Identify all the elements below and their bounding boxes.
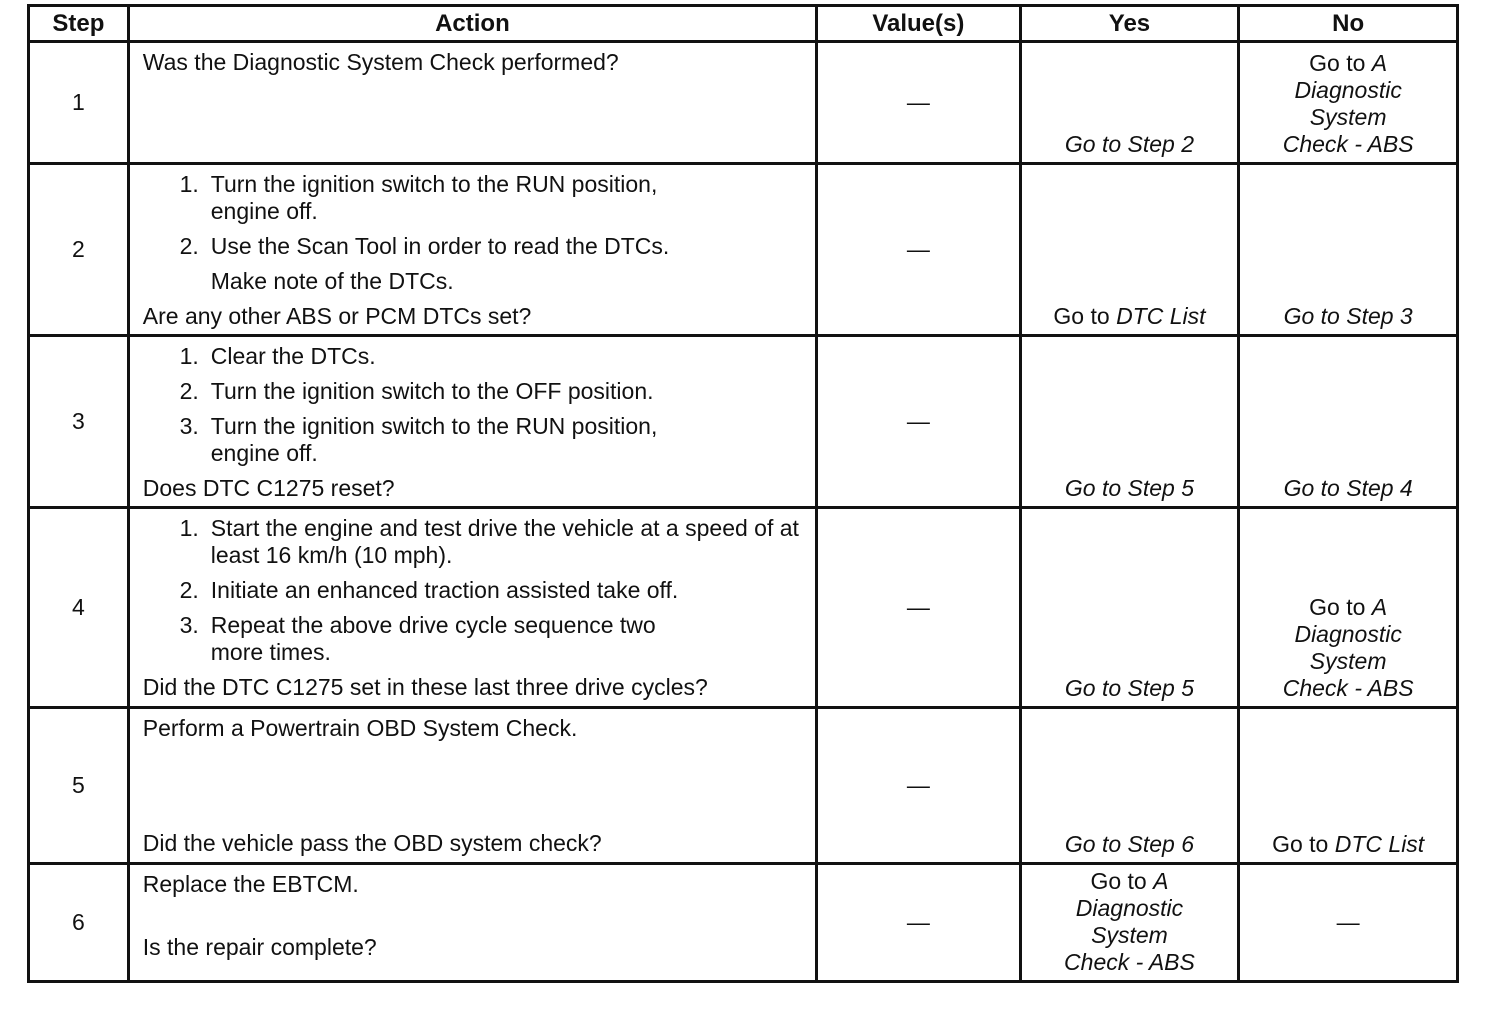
- yes-cell: [1020, 336, 1239, 508]
- list-item: [143, 171, 809, 225]
- no-cell: —: [1239, 864, 1458, 982]
- value-cell: —: [817, 164, 1021, 336]
- list-item-text: Turn the ignition switch to the OFF position.: [210, 378, 654, 404]
- list-item-number: 3.: [179, 413, 199, 439]
- list-item-text: Start the engine and test drive the vehicle at a speed of at least 16 km/h (10 mph).: [210, 515, 799, 568]
- action-cell: [128, 508, 816, 708]
- yes-link-target: DTC List: [1116, 303, 1206, 329]
- list-item-number: 1.: [179, 171, 199, 197]
- table-row: [29, 42, 1458, 164]
- no-link[interactable]: Go to Step 4: [1283, 475, 1413, 501]
- yes-link-prefix: Go to: [1090, 868, 1154, 894]
- table-row: [29, 864, 1458, 982]
- step-number: 6: [29, 864, 129, 982]
- list-item-number: 2.: [179, 233, 199, 259]
- action-cell: [128, 42, 816, 164]
- note-text: Make note of the DTCs.: [210, 268, 454, 294]
- list-item-number: 1.: [179, 515, 199, 541]
- no-link-a: A: [1371, 50, 1388, 76]
- list-item-number: 2.: [179, 378, 199, 404]
- no-cell: [1239, 508, 1458, 708]
- header-values: Value(s): [817, 6, 1021, 42]
- yes-cell: [1020, 508, 1239, 708]
- list-item: [143, 515, 809, 569]
- yes-link[interactable]: [1022, 868, 1238, 976]
- yes-link[interactable]: Go to Step 2: [1064, 131, 1195, 157]
- no-link[interactable]: [1240, 594, 1456, 702]
- table-row: [29, 708, 1458, 864]
- yes-cell: [1020, 708, 1239, 864]
- value-cell: —: [817, 336, 1021, 508]
- table-row: [29, 336, 1458, 508]
- no-link-a: A: [1371, 594, 1388, 620]
- action-cell: [128, 164, 816, 336]
- step-number: 5: [29, 708, 129, 864]
- action-list: [143, 515, 809, 666]
- value-cell: —: [817, 708, 1021, 864]
- header-yes: Yes: [1020, 6, 1239, 42]
- yes-link-line3: System: [1091, 922, 1168, 948]
- no-link-line3: System: [1309, 104, 1387, 130]
- question-text: Is the repair complete?: [142, 934, 377, 960]
- header-no: No: [1239, 6, 1458, 42]
- action-cell: [128, 336, 816, 508]
- question-text: Does DTC C1275 reset?: [142, 475, 395, 501]
- header-action: Action: [128, 6, 816, 42]
- no-link-line4: Check - ABS: [1282, 675, 1414, 701]
- no-cell: [1239, 336, 1458, 508]
- value-cell: —: [817, 42, 1021, 164]
- no-link-line4: Check - ABS: [1282, 131, 1414, 157]
- list-item-text: Turn the ignition switch to the RUN position, engine off.: [210, 171, 658, 224]
- list-item: [143, 378, 809, 405]
- no-link-target: DTC List: [1334, 831, 1425, 857]
- list-item-number: 1.: [179, 343, 199, 369]
- no-link-prefix: Go to: [1309, 50, 1372, 76]
- no-link-line2: Diagnostic: [1294, 77, 1402, 103]
- question-text: Did the DTC C1275 set in these last three drive cycles?: [142, 674, 708, 700]
- list-item-text: Clear the DTCs.: [210, 343, 376, 369]
- list-item-text: Initiate an enhanced traction assisted take off.: [210, 577, 679, 603]
- action-cell: [128, 708, 816, 864]
- yes-link-line2: Diagnostic: [1075, 895, 1184, 921]
- action-list: [143, 343, 809, 467]
- list-item-text: Use the Scan Tool in order to read the DTCs.: [210, 233, 670, 259]
- list-item: [143, 343, 809, 370]
- no-link[interactable]: Go to Step 3: [1283, 303, 1413, 329]
- table-row: [29, 164, 1458, 336]
- list-item-text: Turn the ignition switch to the RUN position, engine off.: [210, 413, 658, 466]
- no-link-prefix: Go to: [1309, 594, 1372, 620]
- list-item-number: 3.: [179, 612, 199, 638]
- action-text: Was the Diagnostic System Check performed?: [142, 49, 619, 75]
- yes-link[interactable]: Go to Step 6: [1064, 831, 1195, 857]
- header-row: [29, 6, 1458, 42]
- value-cell: —: [817, 864, 1021, 982]
- action-list: [143, 171, 809, 260]
- yes-link-a: A: [1153, 868, 1169, 894]
- no-link[interactable]: [1240, 50, 1456, 158]
- yes-cell: [1020, 864, 1239, 982]
- yes-cell: [1020, 42, 1239, 164]
- yes-link[interactable]: Go to Step 5: [1064, 675, 1195, 701]
- diagnostic-table: [27, 4, 1459, 983]
- action-text: Replace the EBTCM.: [142, 871, 359, 897]
- action-text: Perform a Powertrain OBD System Check.: [142, 715, 578, 741]
- value-cell: —: [817, 508, 1021, 708]
- list-item: [143, 577, 809, 604]
- no-link-line3: System: [1309, 648, 1387, 674]
- question-text: Are any other ABS or PCM DTCs set?: [142, 303, 532, 329]
- yes-link-prefix: Go to: [1053, 303, 1117, 329]
- no-cell: [1239, 164, 1458, 336]
- yes-link-line4: Check - ABS: [1064, 949, 1195, 975]
- no-link[interactable]: [1272, 831, 1424, 857]
- list-item: [143, 413, 809, 467]
- step-number: 3: [29, 336, 129, 508]
- table-row: [29, 508, 1458, 708]
- no-cell: [1239, 708, 1458, 864]
- step-number: 2: [29, 164, 129, 336]
- question-text: Did the vehicle pass the OBD system check?: [142, 830, 602, 856]
- yes-link[interactable]: Go to Step 5: [1064, 475, 1195, 501]
- list-item: [143, 612, 809, 666]
- yes-link[interactable]: [1053, 303, 1205, 329]
- step-number: 4: [29, 508, 129, 708]
- no-cell: [1239, 42, 1458, 164]
- no-link-prefix: Go to: [1272, 831, 1335, 857]
- action-cell: [128, 864, 816, 982]
- step-number: 1: [29, 42, 129, 164]
- list-item: [143, 233, 809, 260]
- list-item-text: Repeat the above drive cycle sequence two more times.: [210, 612, 656, 665]
- no-link-line2: Diagnostic: [1294, 621, 1402, 647]
- header-step: Step: [29, 6, 129, 42]
- yes-cell: [1020, 164, 1239, 336]
- list-item-number: 2.: [179, 577, 199, 603]
